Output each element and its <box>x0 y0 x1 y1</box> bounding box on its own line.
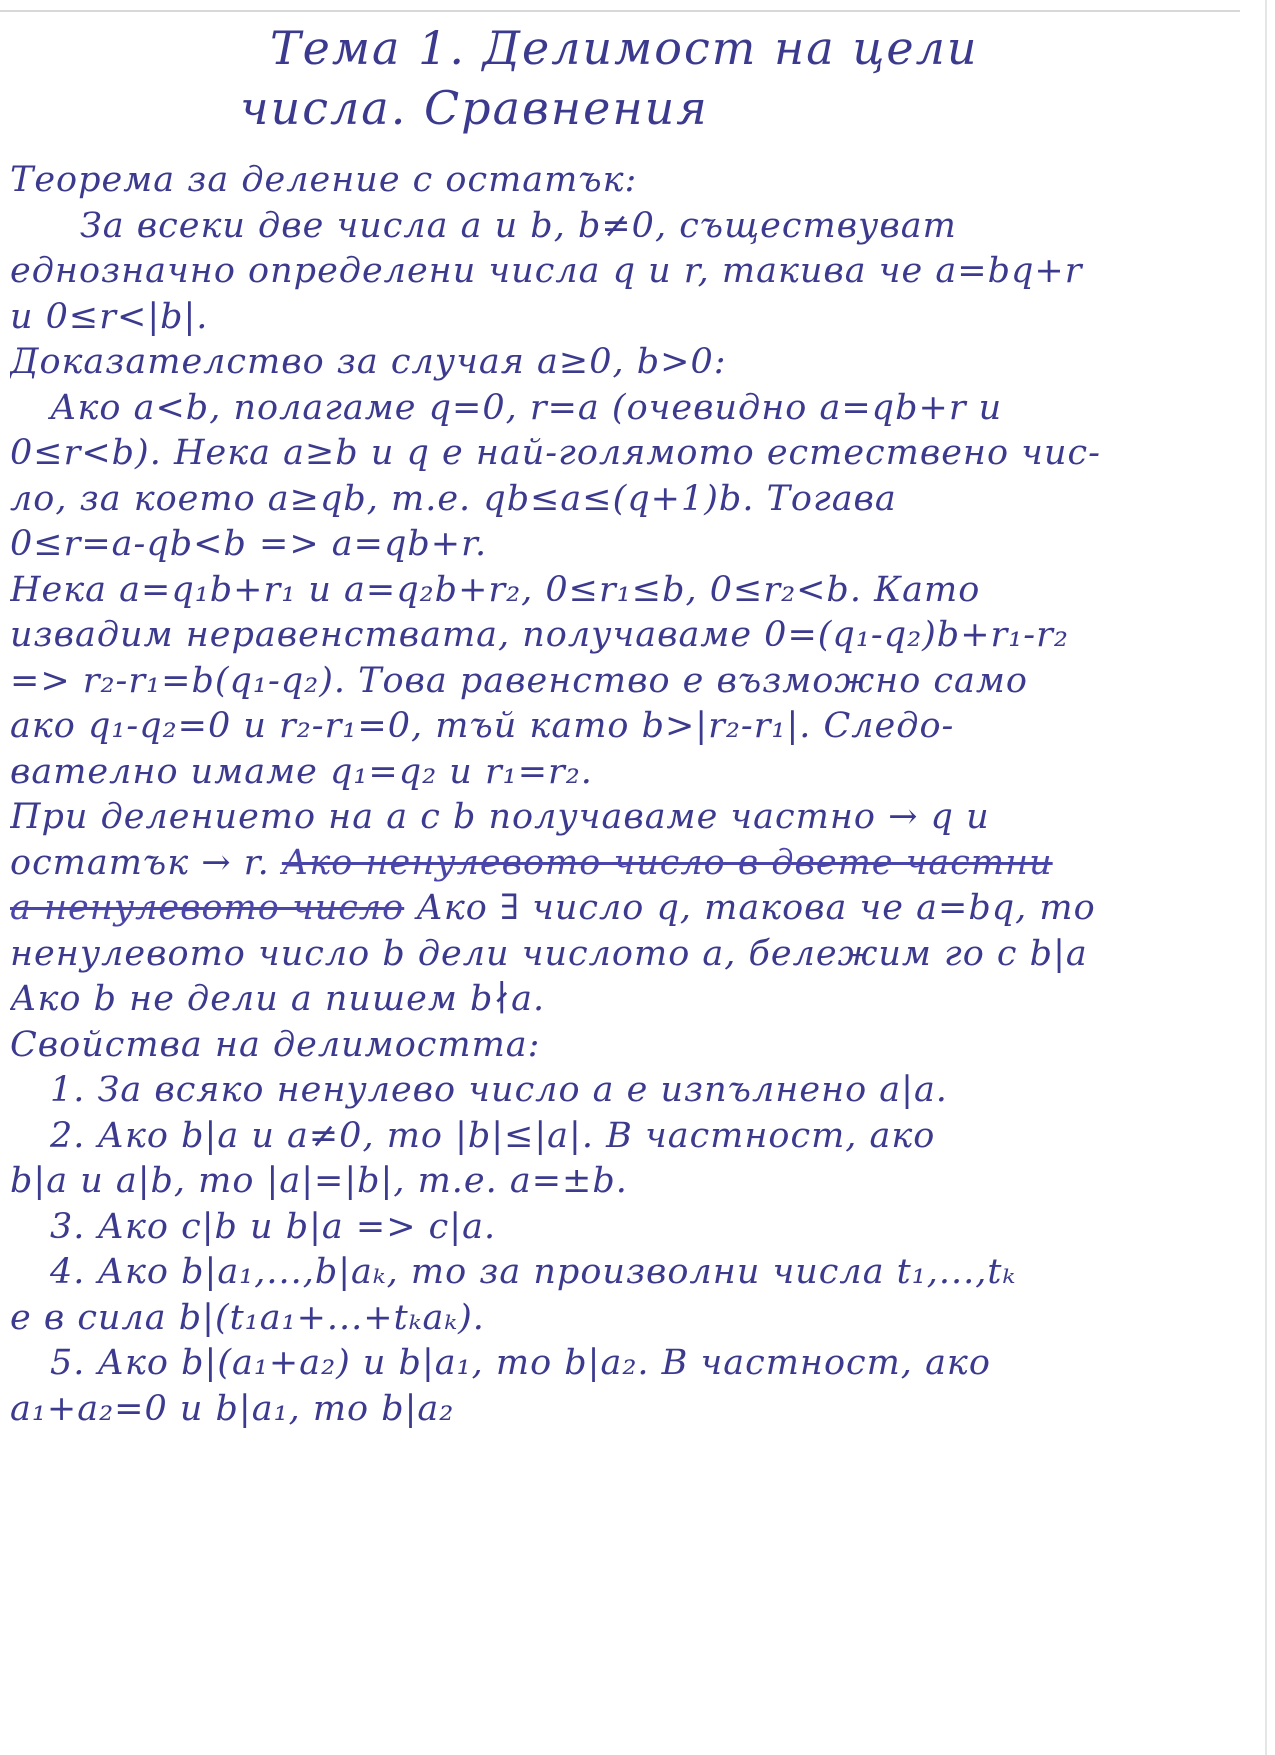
theorem-line: За всеки две числа a и b, b≠0, съществуват <box>80 205 957 246</box>
division-text: остатък → r. <box>10 842 270 883</box>
division-line-3 <box>10 886 1235 932</box>
properties-heading: Свойства на делимостта: <box>10 1024 541 1065</box>
property-item: 5. Ако b|(a₁+a₂) и b|a₁, то b|a₂. В частност, ако <box>50 1343 991 1383</box>
scan-edge-top <box>0 10 1240 12</box>
theorem-heading: Теорема за деление с остатък: <box>10 160 638 200</box>
division-line: При делението на a с b получаваме частно → q и <box>10 797 990 837</box>
proof-line: 0≤r<b). Нека a≥b и q е най-голямото естествено чис- <box>10 433 1101 473</box>
property-item: 3. Ако c|b и b|a => c|a. <box>50 1206 497 1247</box>
theorem-line: еднозначно определени числа q и r, такива че a=bq+r <box>10 251 1083 291</box>
proof-line: 0≤r=a-qb<b => a=qb+r. <box>10 524 488 564</box>
division-line-2 <box>10 841 1235 887</box>
theorem-line: и 0≤r<|b|. <box>10 296 209 337</box>
proof-line: Нека a=q₁b+r₁ и a=q₂b+r₂, 0≤r₁≤b, 0≤r₂<b. Като <box>10 569 981 610</box>
proof-heading: Доказателство за случая a≥0, b>0: <box>10 342 727 382</box>
proof-line: вателно имаме q₁=q₂ и r₁=r₂. <box>10 751 593 792</box>
proof-line: Ако a<b, полагаме q=0, r=a (очевидно a=qb+r и <box>50 387 1003 428</box>
property-item: 1. За всяко ненулево число a е изпълнено a|a. <box>50 1070 948 1110</box>
property-item: 4. Ако b|a₁,...,b|aₖ, то за произволни числа t₁,...,tₖ <box>50 1252 1017 1292</box>
property-item: 2. Ако b|a и a≠0, то |b|≤|a|. В частност, ако <box>50 1115 936 1156</box>
title-line-2: числа. Сравнения <box>240 81 709 135</box>
property-continuation: е в сила b|(t₁a₁+...+tₖaₖ). <box>10 1297 485 1338</box>
notes-body <box>10 158 1235 1432</box>
proof-line: ло, за което a≥qb, т.е. qb≤a≤(q+1)b. Тогава <box>10 478 897 519</box>
title-line-1: Тема 1. Делимост на цели <box>270 21 979 75</box>
proof-line: ако q₁-q₂=0 и r₂-r₁=0, тъй като b>|r₂-r₁|. Следо- <box>10 706 955 746</box>
division-line: Ако b не дели a пишем b∤a. <box>10 979 546 1019</box>
division-text: Ако ∃ число q, такова че a=bq, то <box>416 888 1096 928</box>
proof-line: => r₂-r₁=b(q₁-q₂). Това равенство е възможно само <box>10 660 1028 701</box>
property-continuation: a₁+a₂=0 и b|a₁, то b|a₂ <box>10 1388 455 1429</box>
page-title <box>240 18 979 138</box>
proof-line: извадим неравенствата, получаваме 0=(q₁-q₂)b+r₁-r₂ <box>10 615 1069 655</box>
crossed-out-text: а ненулевото число <box>10 888 405 928</box>
property-continuation: b|a и a|b, то |a|=|b|, т.е. a=±b. <box>10 1161 628 1201</box>
crossed-out-text: Ако ненулевото число в двете частни <box>281 842 1053 883</box>
scan-edge-right <box>1265 0 1267 1755</box>
division-line: ненулевото число b дели числото a, бележим го с b|a <box>10 933 1088 974</box>
